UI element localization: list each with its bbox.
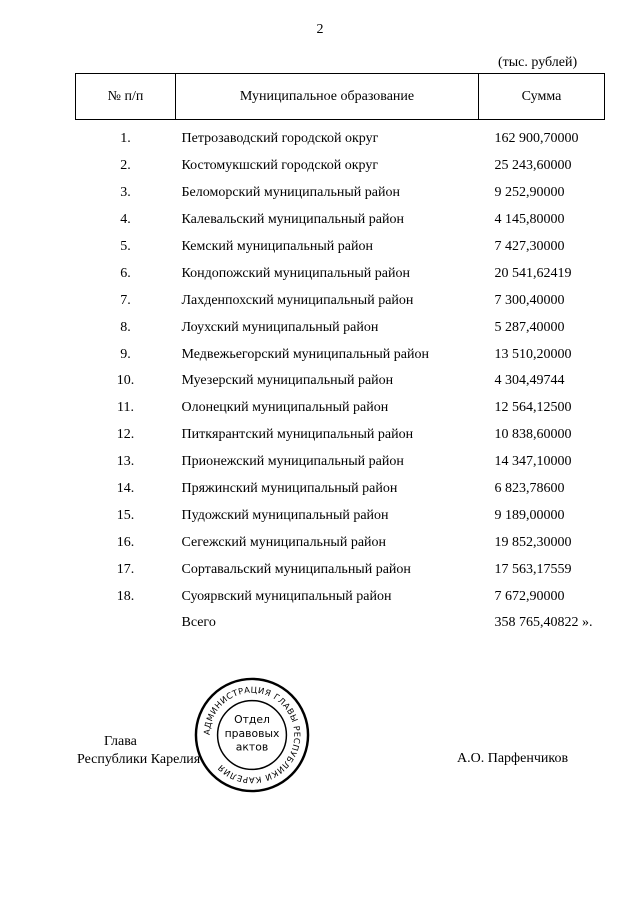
row-number: 15. [116, 507, 135, 523]
total-sum: 358 765,40822 ». [494, 615, 593, 631]
row-sum: 9 252,90000 [494, 185, 565, 201]
table-row [76, 556, 605, 583]
table-body [76, 120, 605, 637]
row-number: 17. [116, 561, 135, 577]
stamp-line-1: Отдел [234, 713, 270, 727]
row-municipality: Калевальский муниципальный район [181, 212, 404, 228]
row-number: 8. [120, 319, 131, 335]
header-number: № п/п [76, 74, 176, 120]
row-municipality: Медвежьегорский муниципальный район [181, 346, 429, 362]
row-sum: 162 900,70000 [494, 131, 579, 147]
table-row [76, 153, 605, 180]
row-sum: 13 510,20000 [494, 346, 572, 362]
official-stamp [193, 676, 311, 794]
row-municipality: Костомукшский городской округ [181, 158, 379, 174]
row-sum: 17 563,17559 [494, 561, 572, 577]
table-row [76, 287, 605, 314]
row-municipality: Питкярантский муниципальный район [181, 427, 414, 443]
row-sum: 19 852,30000 [494, 534, 572, 550]
signatory-title [77, 733, 200, 769]
table-row [76, 529, 605, 556]
signatory-title-line2: Республики Карелия [77, 752, 201, 767]
row-sum: 7 427,30000 [494, 239, 565, 254]
row-number: 18. [116, 588, 135, 604]
row-sum: 5 287,40000 [494, 319, 565, 335]
row-municipality: Кондопожский муниципальный район [181, 265, 410, 281]
row-sum: 10 838,60000 [494, 427, 572, 443]
table-row [76, 502, 605, 529]
allocation-table [75, 73, 605, 637]
row-municipality: Петрозаводский городской округ [181, 131, 379, 147]
row-sum: 9 189,00000 [494, 507, 565, 523]
total-row [76, 610, 605, 637]
table-row [76, 234, 605, 261]
stamp-line-3: актов [235, 740, 269, 754]
row-number: 9. [120, 346, 131, 362]
row-municipality: Сегежский муниципальный район [181, 534, 387, 550]
row-sum: 20 541,62419 [494, 265, 572, 281]
row-municipality: Прионежский муниципальный район [181, 454, 404, 470]
signatory-title-line1: Глава [104, 734, 137, 749]
row-municipality: Пудожский муниципальный район [181, 507, 389, 523]
row-number: 2. [120, 158, 131, 174]
row-sum: 7 672,90000 [494, 588, 565, 604]
table-row [76, 341, 605, 368]
table-row [76, 207, 605, 234]
row-sum: 7 300,40000 [494, 292, 565, 308]
row-number: 16. [116, 534, 135, 550]
row-municipality: Муезерский муниципальный район [181, 373, 394, 389]
table-row [76, 314, 605, 341]
signatory-name: А.О. Парфенчиков [457, 751, 569, 766]
row-sum: 14 347,10000 [494, 454, 572, 470]
table-row [76, 180, 605, 207]
table-row [76, 476, 605, 503]
row-number: 3. [120, 185, 131, 201]
row-number: 11. [117, 400, 134, 416]
row-number: 6. [120, 265, 131, 281]
row-sum: 12 564,12500 [494, 400, 572, 416]
page-number: 2 [316, 22, 324, 37]
stamp-ring-text: АДМИНИСТРАЦИЯ ГЛАВЫ РЕСПУБЛИКИ КАРЕЛИЯ [201, 684, 303, 786]
table-header-row [76, 74, 605, 120]
row-municipality: Олонецкий муниципальный район [181, 400, 389, 416]
row-number: 7. [120, 292, 131, 308]
table-row [76, 449, 605, 476]
row-number: 13. [116, 454, 135, 470]
row-number: 1. [120, 131, 131, 147]
row-municipality: Кемский муниципальный район [181, 239, 373, 254]
row-municipality: Сортавальский муниципальный район [181, 561, 411, 577]
row-number: 5. [120, 239, 131, 254]
row-number: 12. [116, 427, 135, 443]
total-label: Всего [181, 615, 216, 631]
table-row [76, 422, 605, 449]
total-empty [76, 610, 176, 637]
table-row [76, 368, 605, 395]
table-row [76, 260, 605, 287]
row-municipality: Пряжинский муниципальный район [181, 481, 398, 497]
row-municipality: Лоухский муниципальный район [181, 319, 379, 335]
row-sum: 6 823,78600 [494, 481, 565, 497]
row-municipality: Лахденпохский муниципальный район [181, 292, 414, 308]
table-row [76, 395, 605, 422]
header-sum: Сумма [479, 74, 605, 120]
row-sum: 4 145,80000 [494, 212, 565, 228]
row-sum: 25 243,60000 [494, 158, 572, 174]
row-municipality: Суоярвский муниципальный район [181, 588, 392, 604]
table-row [76, 583, 605, 610]
unit-note: (тыс. рублей) [498, 55, 578, 70]
table-row [76, 120, 605, 153]
row-sum: 4 304,49744 [494, 373, 565, 389]
row-number: 10. [116, 373, 135, 389]
header-municipality: Муниципальное образование [176, 74, 479, 120]
row-number: 4. [120, 212, 131, 228]
row-number: 14. [116, 481, 135, 497]
stamp-line-2: правовых [224, 726, 280, 740]
row-municipality: Беломорский муниципальный район [181, 185, 400, 201]
